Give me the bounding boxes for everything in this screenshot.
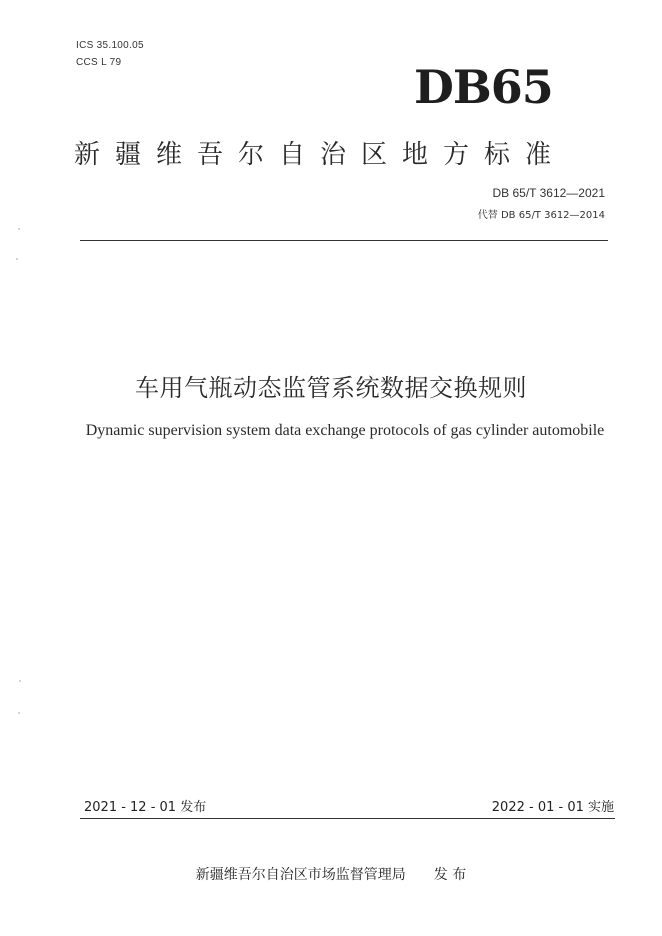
standard-category-title: 新疆维吾尔自治区地方标准	[74, 140, 567, 170]
issuer-name: 新疆维吾尔自治区市场监督管理局	[195, 867, 406, 883]
top-divider	[80, 240, 608, 241]
bottom-divider	[80, 818, 615, 819]
issuer-action: 发 布	[433, 867, 467, 883]
scan-speck	[16, 258, 18, 260]
ccs-code: CCS L 79	[76, 57, 122, 68]
implementation-date: 2022 - 01 - 01 实施	[491, 800, 614, 815]
document-title-cn: 车用气瓶动态监管系统数据交换规则	[135, 374, 527, 402]
issuing-authority	[0, 864, 662, 884]
issue-date: 2021 - 12 - 01 发布	[84, 800, 207, 815]
scan-speck	[18, 228, 20, 230]
replaces-standard: 代替 DB 65/T 3612—2014	[477, 210, 605, 221]
document-title-en: Dynamic supervision system data exchange protocols of gas cylinder automobile	[85, 422, 605, 439]
scan-speck	[18, 712, 20, 714]
ics-code: ICS 35.100.05	[76, 40, 144, 51]
db65-logo: DB65	[414, 60, 553, 114]
standard-number: DB 65/T 3612—2021	[492, 186, 605, 200]
scan-speck	[19, 680, 21, 682]
